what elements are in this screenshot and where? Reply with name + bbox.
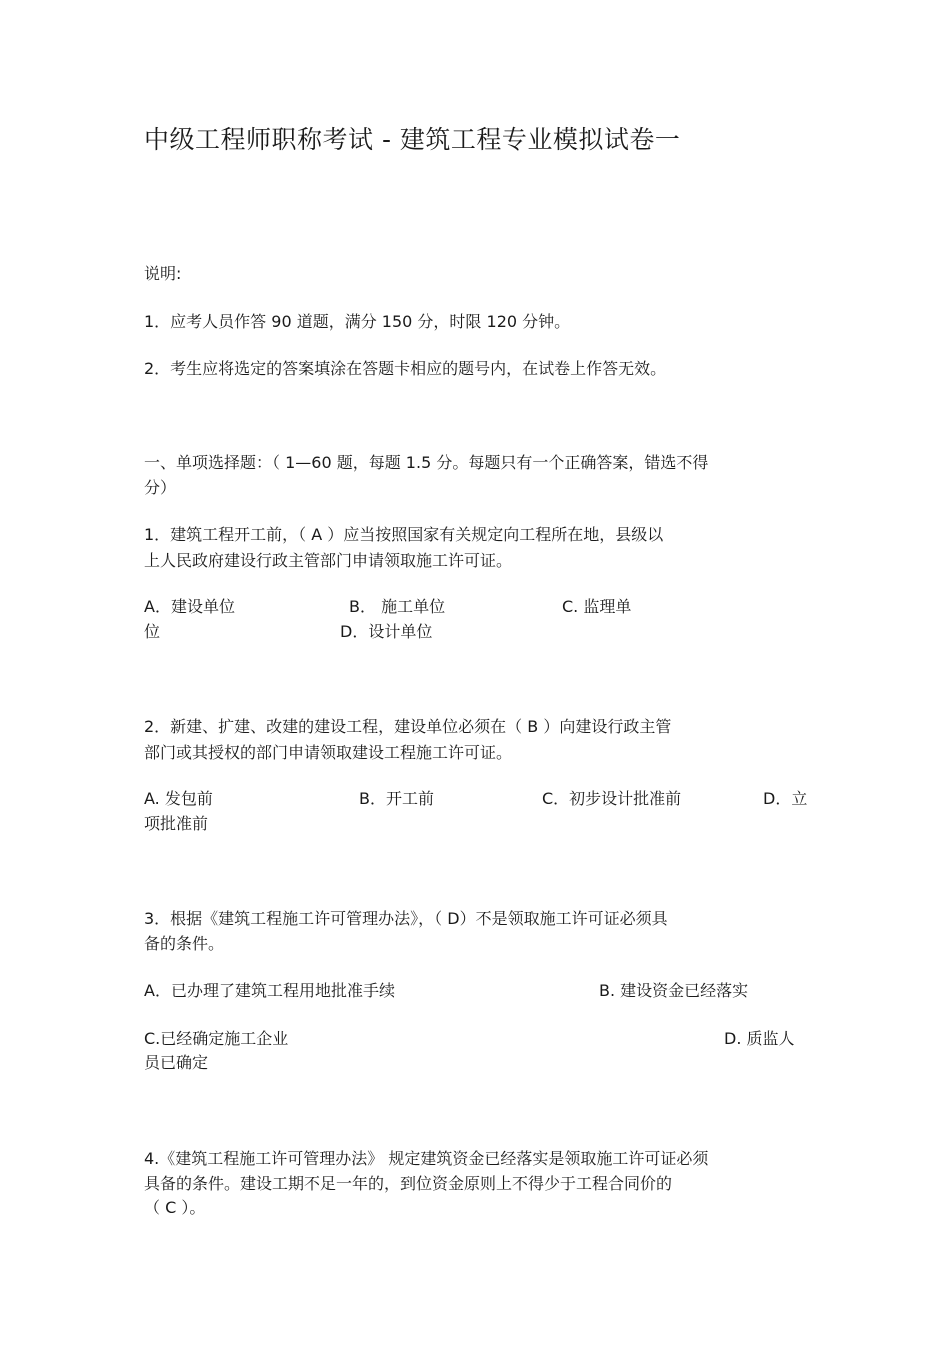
question-2-text: 部门或其授权的部门申请领取建设工程施工许可证。 bbox=[144, 743, 513, 762]
question-1-option-a: A．建设单位 bbox=[144, 597, 235, 616]
question-2-option-b: B．开工前 bbox=[359, 789, 434, 808]
question-3-text: 备的条件。 bbox=[144, 934, 225, 953]
question-1-option-d: D．设计单位 bbox=[340, 622, 433, 641]
question-1-text: 上人民政府建设行政主管部门申请领取施工许可证。 bbox=[144, 551, 513, 570]
section-heading-cont: 分） bbox=[144, 478, 177, 497]
instruction-item: 1．应考人员作答 90 道题，满分 150 分，时限 120 分钟。 bbox=[144, 312, 571, 331]
section-heading: 一、单项选择题：（ 1—60 题，每题 1.5 分。每题只有一个正确答案，错选不得 bbox=[144, 453, 709, 472]
question-1-option-b: B． 施工单位 bbox=[349, 597, 446, 616]
question-2-text: 2．新建、扩建、改建的建设工程，建设单位必须在（ B ）向建设行政主管 bbox=[144, 717, 672, 736]
question-3-option-a: A．已办理了建筑工程用地批准手续 bbox=[144, 981, 395, 1000]
question-4-text: 4.《建筑工程施工许可管理办法》 规定建筑资金已经落实是领取施工许可证必须 bbox=[144, 1149, 709, 1168]
instructions-heading: 说明: bbox=[144, 264, 182, 283]
question-4-text: （ C ）。 bbox=[144, 1198, 206, 1217]
instruction-item: 2．考生应将选定的答案填涂在答题卡相应的题号内，在试卷上作答无效。 bbox=[144, 359, 667, 378]
question-2-option-d: D．立 bbox=[763, 789, 808, 808]
question-3-text: 3．根据《建筑工程施工许可管理办法》，（ D）不是领取施工许可证必须具 bbox=[144, 909, 668, 928]
question-2-option-c: C．初步设计批准前 bbox=[542, 789, 682, 808]
question-1-text: 1．建筑工程开工前，（ A ）应当按照国家有关规定向工程所在地，县级以 bbox=[144, 525, 664, 544]
question-3-option-d: D. 质监人 bbox=[724, 1029, 795, 1048]
question-4-text: 具备的条件。建设工期不足一年的，到位资金原则上不得少于工程合同价的 bbox=[144, 1174, 673, 1193]
question-1-option-c: C. 监理单 bbox=[562, 597, 632, 616]
question-3-option-d-cont: 员已确定 bbox=[144, 1053, 209, 1072]
question-2-option-a: A. 发包前 bbox=[144, 789, 213, 808]
question-3-option-c: C.已经确定施工企业 bbox=[144, 1029, 289, 1048]
question-1-option-c-cont: 位 bbox=[144, 622, 161, 641]
document-title: 中级工程师职称考试 - 建筑工程专业模拟试卷一 bbox=[144, 125, 681, 154]
question-3-option-b: B. 建设资金已经落实 bbox=[599, 981, 749, 1000]
question-2-option-d-cont: 项批准前 bbox=[144, 814, 209, 833]
